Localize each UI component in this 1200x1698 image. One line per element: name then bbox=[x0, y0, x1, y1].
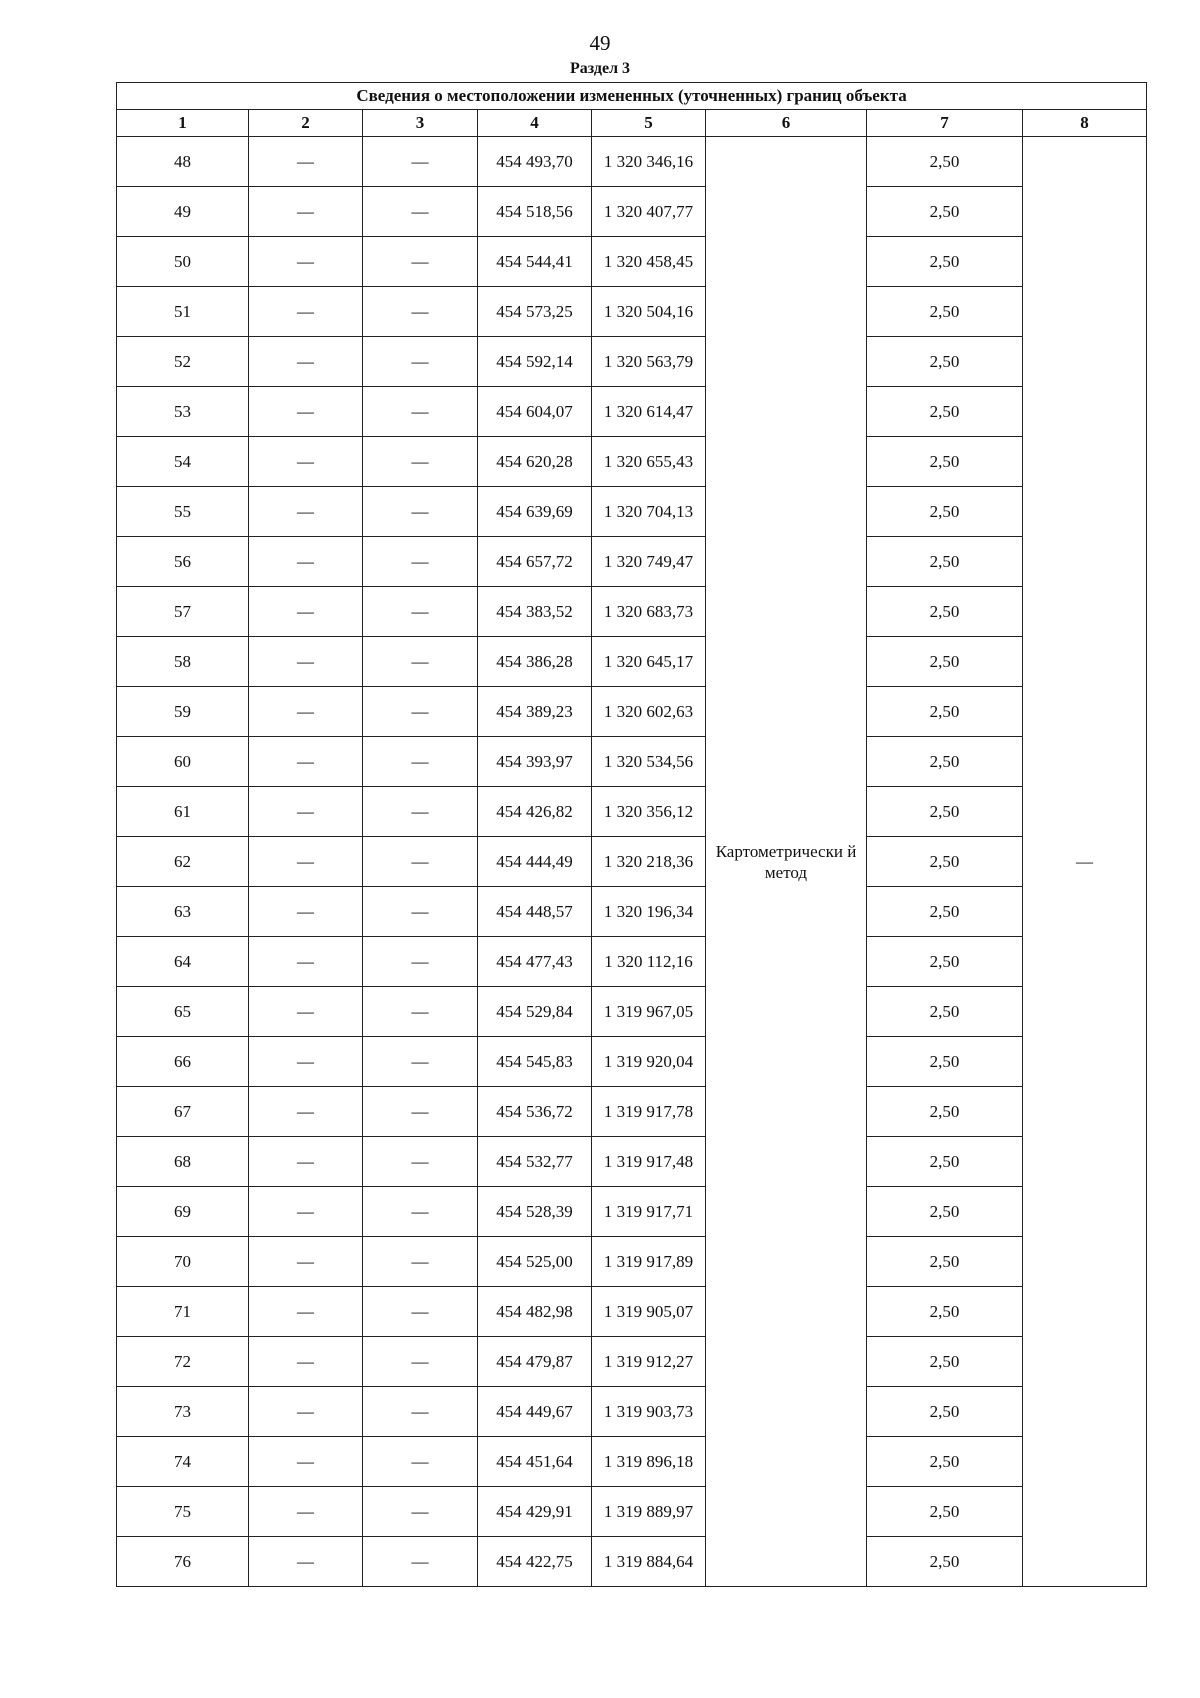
accuracy-cell: 2,50 bbox=[867, 187, 1023, 237]
table-row bbox=[117, 787, 1147, 837]
y-coordinate-cell: 1 319 889,97 bbox=[592, 1487, 706, 1537]
x-coordinate-cell: 454 573,25 bbox=[478, 287, 592, 337]
col3-cell: — bbox=[363, 287, 478, 337]
table-row bbox=[117, 237, 1147, 287]
x-coordinate-cell: 454 604,07 bbox=[478, 387, 592, 437]
point-number-cell: 72 bbox=[117, 1337, 249, 1387]
accuracy-cell: 2,50 bbox=[867, 937, 1023, 987]
col3-cell: — bbox=[363, 937, 478, 987]
page-number: 49 bbox=[589, 31, 611, 55]
col3-cell: — bbox=[363, 137, 478, 187]
accuracy-cell: 2,50 bbox=[867, 587, 1023, 637]
table-row bbox=[117, 437, 1147, 487]
col3-cell: — bbox=[363, 487, 478, 537]
point-number-cell: 54 bbox=[117, 437, 249, 487]
col3-cell: — bbox=[363, 437, 478, 487]
accuracy-cell: 2,50 bbox=[867, 137, 1023, 187]
y-coordinate-cell: 1 320 407,77 bbox=[592, 187, 706, 237]
col2-cell: — bbox=[249, 137, 363, 187]
column-number: 4 bbox=[478, 110, 592, 137]
col3-cell: — bbox=[363, 1487, 478, 1537]
point-number-cell: 49 bbox=[117, 187, 249, 237]
x-coordinate-cell: 454 451,64 bbox=[478, 1437, 592, 1487]
point-number-cell: 68 bbox=[117, 1137, 249, 1187]
point-number-cell: 62 bbox=[117, 837, 249, 887]
accuracy-cell: 2,50 bbox=[867, 1137, 1023, 1187]
x-coordinate-cell: 454 545,83 bbox=[478, 1037, 592, 1087]
x-coordinate-cell: 454 426,82 bbox=[478, 787, 592, 837]
table-row bbox=[117, 487, 1147, 537]
col2-cell: — bbox=[249, 187, 363, 237]
col3-cell: — bbox=[363, 1087, 478, 1137]
point-number-cell: 60 bbox=[117, 737, 249, 787]
x-coordinate-cell: 454 389,23 bbox=[478, 687, 592, 737]
accuracy-cell: 2,50 bbox=[867, 237, 1023, 287]
table-row bbox=[117, 187, 1147, 237]
col2-cell: — bbox=[249, 937, 363, 987]
col3-cell: — bbox=[363, 887, 478, 937]
col3-cell: — bbox=[363, 587, 478, 637]
col2-cell: — bbox=[249, 337, 363, 387]
column-number: 5 bbox=[592, 110, 706, 137]
y-coordinate-cell: 1 320 346,16 bbox=[592, 137, 706, 187]
x-coordinate-cell: 454 482,98 bbox=[478, 1287, 592, 1337]
table-row bbox=[117, 1187, 1147, 1237]
accuracy-cell: 2,50 bbox=[867, 1037, 1023, 1087]
table-row bbox=[117, 537, 1147, 587]
column-number: 8 bbox=[1023, 110, 1147, 137]
table-row bbox=[117, 637, 1147, 687]
y-coordinate-cell: 1 320 602,63 bbox=[592, 687, 706, 737]
table-row bbox=[117, 1537, 1147, 1587]
col3-cell: — bbox=[363, 987, 478, 1037]
x-coordinate-cell: 454 639,69 bbox=[478, 487, 592, 537]
col3-cell: — bbox=[363, 787, 478, 837]
col2-cell: — bbox=[249, 387, 363, 437]
point-number-cell: 59 bbox=[117, 687, 249, 737]
point-number-cell: 50 bbox=[117, 237, 249, 287]
col2-cell: — bbox=[249, 887, 363, 937]
table-row bbox=[117, 137, 1147, 187]
col3-cell: — bbox=[363, 1237, 478, 1287]
accuracy-cell: 2,50 bbox=[867, 1187, 1023, 1237]
x-coordinate-cell: 454 393,97 bbox=[478, 737, 592, 787]
x-coordinate-cell: 454 386,28 bbox=[478, 637, 592, 687]
column-number: 2 bbox=[249, 110, 363, 137]
table-body bbox=[117, 137, 1147, 1587]
y-coordinate-cell: 1 320 614,47 bbox=[592, 387, 706, 437]
col2-cell: — bbox=[249, 1037, 363, 1087]
y-coordinate-cell: 1 320 458,45 bbox=[592, 237, 706, 287]
table-row bbox=[117, 1237, 1147, 1287]
col3-cell: — bbox=[363, 1437, 478, 1487]
col3-cell: — bbox=[363, 187, 478, 237]
table-row bbox=[117, 1037, 1147, 1087]
accuracy-cell: 2,50 bbox=[867, 1487, 1023, 1537]
col2-cell: — bbox=[249, 687, 363, 737]
accuracy-cell: 2,50 bbox=[867, 1087, 1023, 1137]
y-coordinate-cell: 1 319 917,48 bbox=[592, 1137, 706, 1187]
accuracy-cell: 2,50 bbox=[867, 687, 1023, 737]
point-number-cell: 73 bbox=[117, 1387, 249, 1437]
table-row bbox=[117, 587, 1147, 637]
table-row bbox=[117, 1287, 1147, 1337]
x-coordinate-cell: 454 422,75 bbox=[478, 1537, 592, 1587]
point-number-cell: 48 bbox=[117, 137, 249, 187]
y-coordinate-cell: 1 320 749,47 bbox=[592, 537, 706, 587]
col3-cell: — bbox=[363, 1337, 478, 1387]
point-number-cell: 58 bbox=[117, 637, 249, 687]
x-coordinate-cell: 454 518,56 bbox=[478, 187, 592, 237]
y-coordinate-cell: 1 320 534,56 bbox=[592, 737, 706, 787]
point-number-cell: 52 bbox=[117, 337, 249, 387]
col3-cell: — bbox=[363, 337, 478, 387]
y-coordinate-cell: 1 320 218,36 bbox=[592, 837, 706, 887]
y-coordinate-cell: 1 319 903,73 bbox=[592, 1387, 706, 1437]
y-coordinate-cell: 1 319 917,71 bbox=[592, 1187, 706, 1237]
col2-cell: — bbox=[249, 787, 363, 837]
section-title: Раздел 3 bbox=[569, 60, 631, 77]
table-row bbox=[117, 1387, 1147, 1437]
col2-cell: — bbox=[249, 837, 363, 887]
table-row bbox=[117, 1087, 1147, 1137]
col3-cell: — bbox=[363, 1137, 478, 1187]
col3-cell: — bbox=[363, 237, 478, 287]
accuracy-cell: 2,50 bbox=[867, 1437, 1023, 1487]
column-number: 3 bbox=[363, 110, 478, 137]
accuracy-cell: 2,50 bbox=[867, 737, 1023, 787]
col2-cell: — bbox=[249, 737, 363, 787]
y-coordinate-cell: 1 319 920,04 bbox=[592, 1037, 706, 1087]
col3-cell: — bbox=[363, 387, 478, 437]
point-number-cell: 76 bbox=[117, 1537, 249, 1587]
accuracy-cell: 2,50 bbox=[867, 1537, 1023, 1587]
accuracy-cell: 2,50 bbox=[867, 837, 1023, 887]
col3-cell: — bbox=[363, 1537, 478, 1587]
col2-cell: — bbox=[249, 1087, 363, 1137]
table-row bbox=[117, 687, 1147, 737]
table-row bbox=[117, 1437, 1147, 1487]
x-coordinate-cell: 454 525,00 bbox=[478, 1237, 592, 1287]
y-coordinate-cell: 1 319 896,18 bbox=[592, 1437, 706, 1487]
method-cell: Картометрически й метод bbox=[706, 137, 867, 1587]
y-coordinate-cell: 1 320 563,79 bbox=[592, 337, 706, 387]
y-coordinate-cell: 1 320 683,73 bbox=[592, 587, 706, 637]
point-number-cell: 67 bbox=[117, 1087, 249, 1137]
y-coordinate-cell: 1 319 905,07 bbox=[592, 1287, 706, 1337]
table-row bbox=[117, 287, 1147, 337]
accuracy-cell: 2,50 bbox=[867, 887, 1023, 937]
x-coordinate-cell: 454 536,72 bbox=[478, 1087, 592, 1137]
x-coordinate-cell: 454 493,70 bbox=[478, 137, 592, 187]
col2-cell: — bbox=[249, 487, 363, 537]
y-coordinate-cell: 1 320 112,16 bbox=[592, 937, 706, 987]
col3-cell: — bbox=[363, 687, 478, 737]
column-number: 6 bbox=[706, 110, 867, 137]
col2-cell: — bbox=[249, 637, 363, 687]
y-coordinate-cell: 1 320 196,34 bbox=[592, 887, 706, 937]
point-number-cell: 74 bbox=[117, 1437, 249, 1487]
point-number-cell: 61 bbox=[117, 787, 249, 837]
col3-cell: — bbox=[363, 1187, 478, 1237]
column-number: 7 bbox=[867, 110, 1023, 137]
point-number-cell: 64 bbox=[117, 937, 249, 987]
point-number-cell: 55 bbox=[117, 487, 249, 537]
x-coordinate-cell: 454 529,84 bbox=[478, 987, 592, 1037]
y-coordinate-cell: 1 320 704,13 bbox=[592, 487, 706, 537]
y-coordinate-cell: 1 320 655,43 bbox=[592, 437, 706, 487]
col2-cell: — bbox=[249, 537, 363, 587]
table-row bbox=[117, 337, 1147, 387]
col2-cell: — bbox=[249, 437, 363, 487]
accuracy-cell: 2,50 bbox=[867, 487, 1023, 537]
x-coordinate-cell: 454 444,49 bbox=[478, 837, 592, 887]
x-coordinate-cell: 454 477,43 bbox=[478, 937, 592, 987]
table-row bbox=[117, 837, 1147, 887]
x-coordinate-cell: 454 620,28 bbox=[478, 437, 592, 487]
x-coordinate-cell: 454 544,41 bbox=[478, 237, 592, 287]
col2-cell: — bbox=[249, 237, 363, 287]
table-row bbox=[117, 1337, 1147, 1387]
col2-cell: — bbox=[249, 1137, 363, 1187]
accuracy-cell: 2,50 bbox=[867, 1237, 1023, 1287]
table-row bbox=[117, 1137, 1147, 1187]
col2-cell: — bbox=[249, 1187, 363, 1237]
table-row bbox=[117, 987, 1147, 1037]
table-row bbox=[117, 887, 1147, 937]
col2-cell: — bbox=[249, 287, 363, 337]
point-number-cell: 57 bbox=[117, 587, 249, 637]
col3-cell: — bbox=[363, 1287, 478, 1337]
col2-cell: — bbox=[249, 587, 363, 637]
x-coordinate-cell: 454 532,77 bbox=[478, 1137, 592, 1187]
point-number-cell: 71 bbox=[117, 1287, 249, 1337]
col3-cell: — bbox=[363, 737, 478, 787]
y-coordinate-cell: 1 319 884,64 bbox=[592, 1537, 706, 1587]
table-row bbox=[117, 937, 1147, 987]
y-coordinate-cell: 1 320 504,16 bbox=[592, 287, 706, 337]
coordinates-table bbox=[116, 82, 1147, 1587]
x-coordinate-cell: 454 383,52 bbox=[478, 587, 592, 637]
col2-cell: — bbox=[249, 1287, 363, 1337]
col8-cell: — bbox=[1023, 137, 1147, 1587]
y-coordinate-cell: 1 319 917,78 bbox=[592, 1087, 706, 1137]
column-number-row bbox=[117, 110, 1147, 137]
accuracy-cell: 2,50 bbox=[867, 637, 1023, 687]
point-number-cell: 70 bbox=[117, 1237, 249, 1287]
point-number-cell: 69 bbox=[117, 1187, 249, 1237]
x-coordinate-cell: 454 448,57 bbox=[478, 887, 592, 937]
table-row bbox=[117, 1487, 1147, 1537]
table-row bbox=[117, 387, 1147, 437]
accuracy-cell: 2,50 bbox=[867, 1337, 1023, 1387]
col2-cell: — bbox=[249, 1237, 363, 1287]
y-coordinate-cell: 1 319 917,89 bbox=[592, 1237, 706, 1287]
col2-cell: — bbox=[249, 987, 363, 1037]
x-coordinate-cell: 454 592,14 bbox=[478, 337, 592, 387]
x-coordinate-cell: 454 479,87 bbox=[478, 1337, 592, 1387]
x-coordinate-cell: 454 528,39 bbox=[478, 1187, 592, 1237]
col3-cell: — bbox=[363, 1387, 478, 1437]
accuracy-cell: 2,50 bbox=[867, 537, 1023, 587]
table-caption: Сведения о местоположении измененных (уточненных) границ объекта bbox=[117, 83, 1147, 110]
col3-cell: — bbox=[363, 537, 478, 587]
col2-cell: — bbox=[249, 1437, 363, 1487]
accuracy-cell: 2,50 bbox=[867, 987, 1023, 1037]
x-coordinate-cell: 454 657,72 bbox=[478, 537, 592, 587]
point-number-cell: 75 bbox=[117, 1487, 249, 1537]
point-number-cell: 56 bbox=[117, 537, 249, 587]
col3-cell: — bbox=[363, 637, 478, 687]
accuracy-cell: 2,50 bbox=[867, 787, 1023, 837]
col2-cell: — bbox=[249, 1487, 363, 1537]
table-row bbox=[117, 737, 1147, 787]
x-coordinate-cell: 454 429,91 bbox=[478, 1487, 592, 1537]
point-number-cell: 53 bbox=[117, 387, 249, 437]
point-number-cell: 66 bbox=[117, 1037, 249, 1087]
accuracy-cell: 2,50 bbox=[867, 1387, 1023, 1437]
point-number-cell: 65 bbox=[117, 987, 249, 1037]
col3-cell: — bbox=[363, 837, 478, 887]
point-number-cell: 63 bbox=[117, 887, 249, 937]
accuracy-cell: 2,50 bbox=[867, 287, 1023, 337]
accuracy-cell: 2,50 bbox=[867, 387, 1023, 437]
y-coordinate-cell: 1 320 356,12 bbox=[592, 787, 706, 837]
point-number-cell: 51 bbox=[117, 287, 249, 337]
x-coordinate-cell: 454 449,67 bbox=[478, 1387, 592, 1437]
col2-cell: — bbox=[249, 1387, 363, 1437]
accuracy-cell: 2,50 bbox=[867, 437, 1023, 487]
y-coordinate-cell: 1 319 967,05 bbox=[592, 987, 706, 1037]
accuracy-cell: 2,50 bbox=[867, 1287, 1023, 1337]
y-coordinate-cell: 1 320 645,17 bbox=[592, 637, 706, 687]
col3-cell: — bbox=[363, 1037, 478, 1087]
column-number: 1 bbox=[117, 110, 249, 137]
col2-cell: — bbox=[249, 1537, 363, 1587]
accuracy-cell: 2,50 bbox=[867, 337, 1023, 387]
col2-cell: — bbox=[249, 1337, 363, 1387]
y-coordinate-cell: 1 319 912,27 bbox=[592, 1337, 706, 1387]
